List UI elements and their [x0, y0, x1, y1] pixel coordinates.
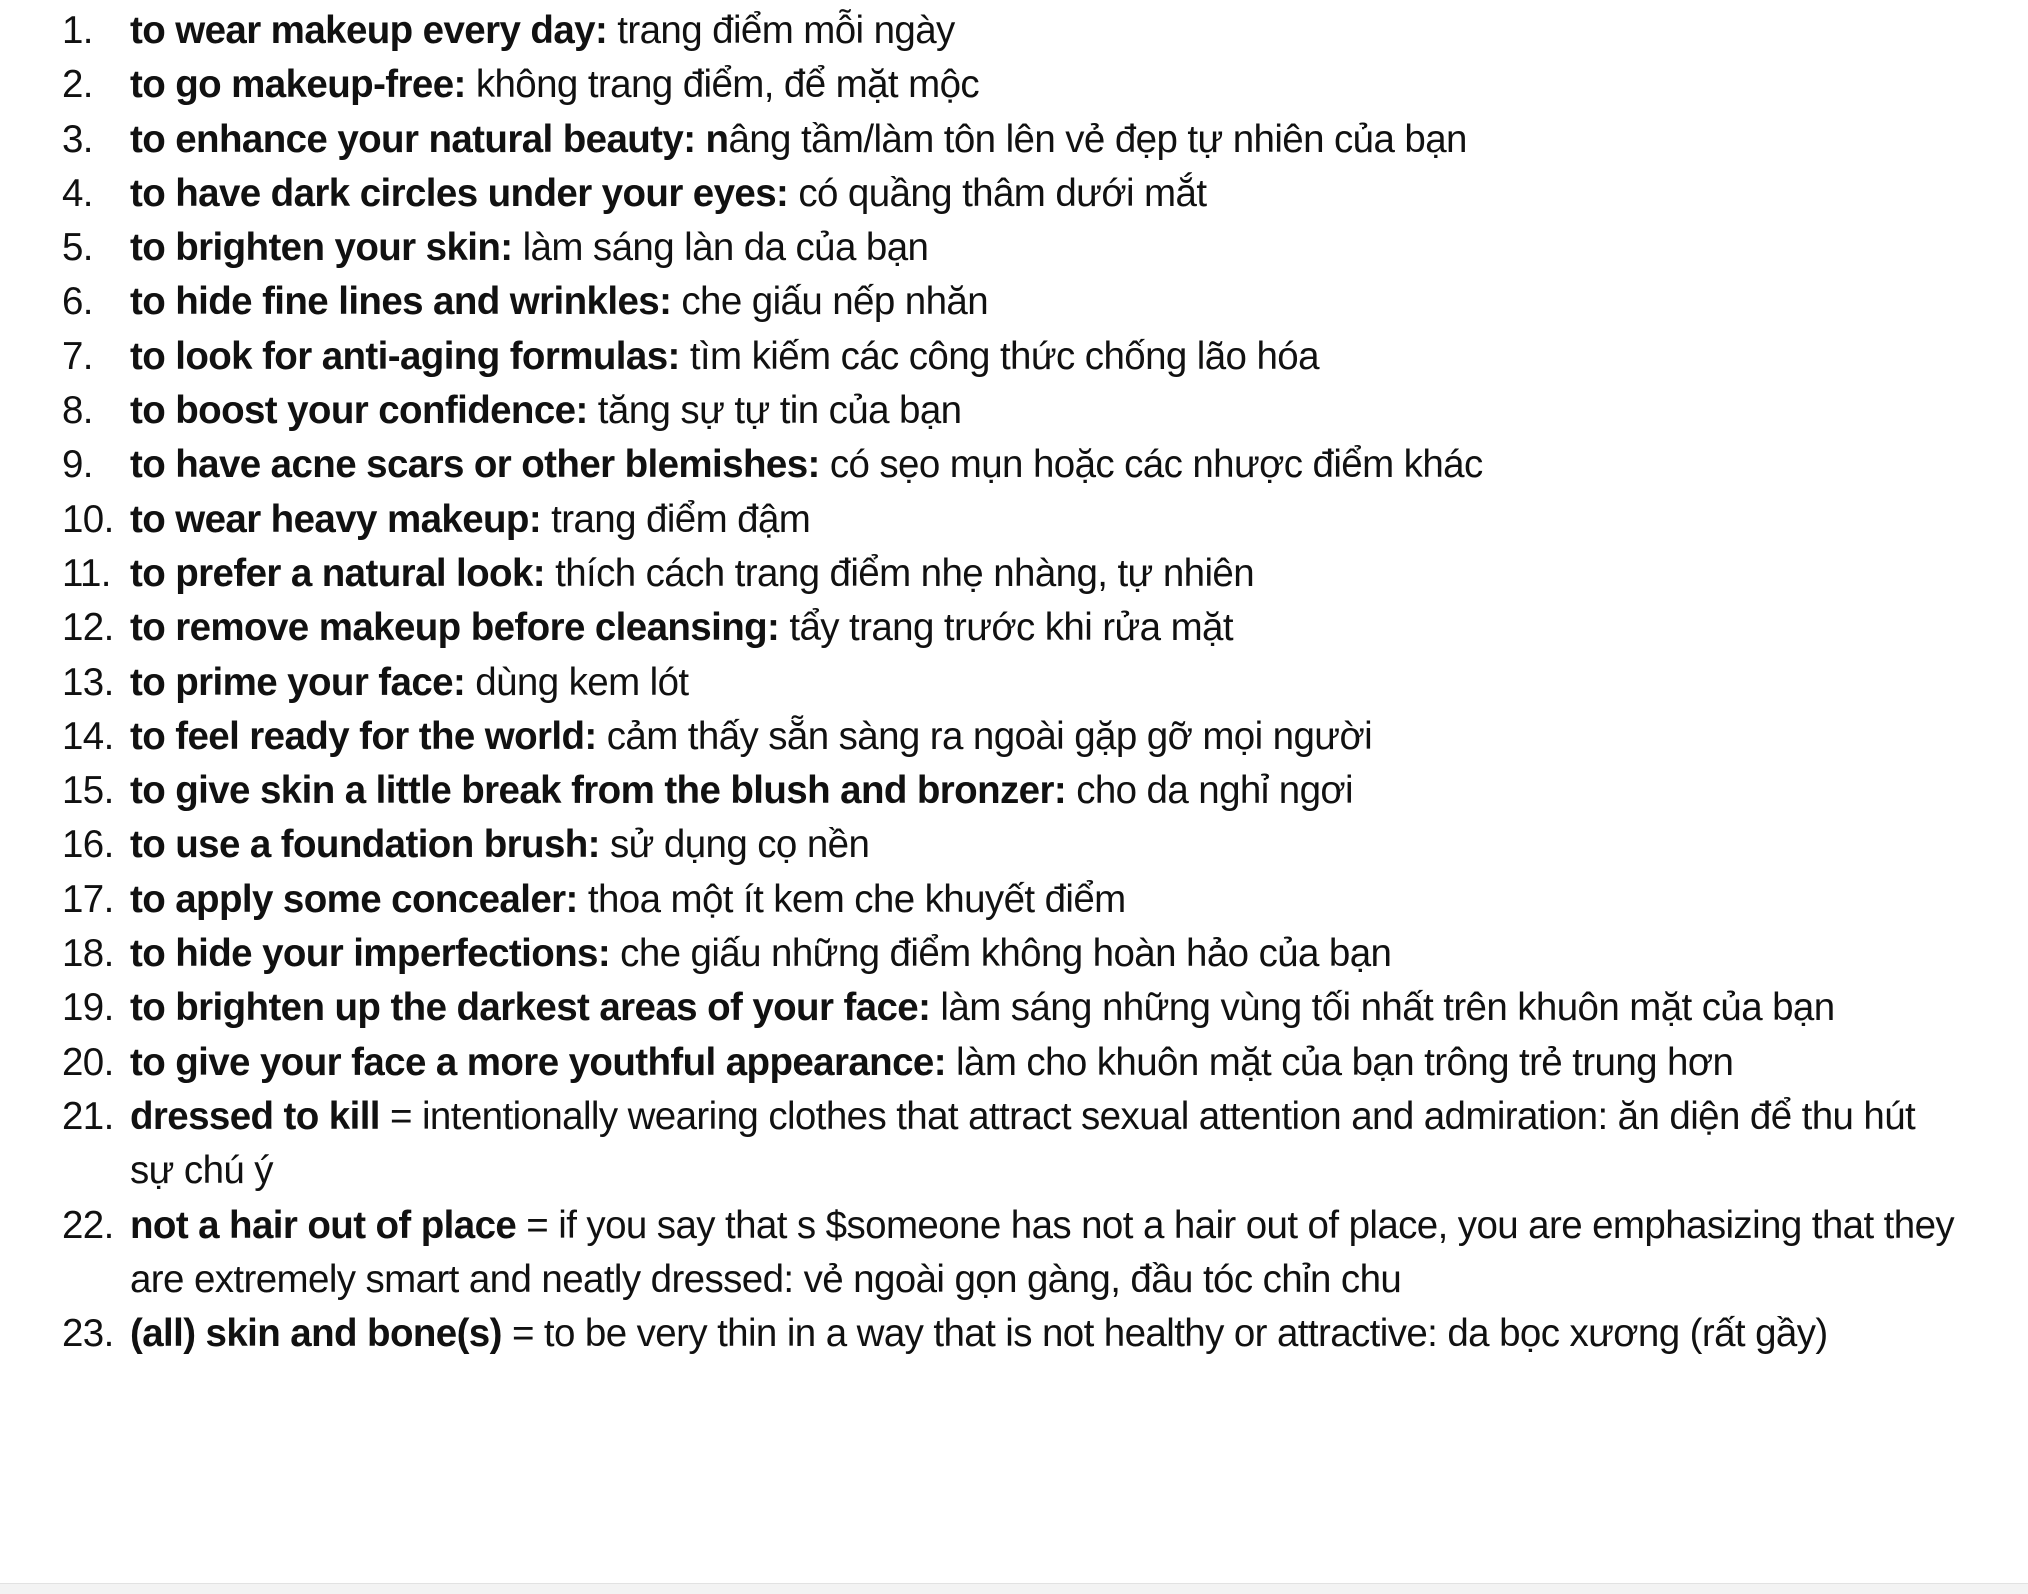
item-definition: dùng kem lót: [465, 660, 689, 704]
item-number: 14.: [62, 714, 114, 758]
item-number: 1.: [62, 9, 93, 52]
list-item: [62, 656, 1962, 710]
list-item: [62, 58, 1962, 112]
item-term: to hide fine lines and wrinkles:: [130, 280, 672, 324]
item-text: [130, 221, 1960, 275]
item-number: 16.: [62, 823, 114, 867]
item-term: to remove makeup before cleansing:: [130, 606, 780, 650]
item-definition: cho da nghỉ ngơi: [1066, 769, 1353, 813]
item-number: 15.: [62, 769, 114, 813]
item-number: 21.: [62, 1094, 114, 1138]
item-number: 19.: [62, 986, 114, 1030]
list-item: [62, 4, 1962, 58]
item-text: [130, 4, 1960, 58]
item-number: 17.: [62, 877, 114, 921]
item-definition: có quầng thâm dưới mắt: [788, 171, 1207, 215]
list-item: [62, 1036, 1962, 1090]
item-definition: tăng sự tự tin của bạn: [587, 389, 962, 433]
item-number: 3.: [62, 117, 93, 161]
item-number: 8.: [62, 389, 93, 433]
item-text: [130, 547, 1960, 601]
item-definition: = to be very thin in a way that is not healthy or attractive: da bọc xương (rất gầy): [501, 1312, 1828, 1356]
item-term: to brighten your skin:: [130, 226, 513, 270]
item-term: to enhance your natural beauty: n: [130, 117, 729, 161]
list-item: [62, 493, 1962, 547]
item-definition: trang điểm mỗi ngày: [607, 9, 955, 52]
item-number: 18.: [62, 932, 114, 976]
item-definition: che giấu nếp nhăn: [671, 280, 989, 324]
item-term: to apply some concealer:: [130, 877, 578, 921]
item-term: to have acne scars or other blemishes:: [130, 443, 820, 487]
list-item: [62, 1307, 1962, 1361]
item-text: [130, 438, 1960, 492]
item-term: to prime your face:: [130, 660, 466, 704]
item-number: 12.: [62, 606, 114, 650]
item-number: 9.: [62, 443, 93, 487]
item-number: 5.: [62, 226, 93, 270]
list-item: [62, 547, 1962, 601]
item-definition: âng tầm/làm tôn lên vẻ đẹp tự nhiên của bạn: [728, 117, 1467, 161]
item-term: (all) skin and bone(s): [130, 1312, 502, 1356]
item-number: 20.: [62, 1040, 114, 1084]
bottom-edge-strip: [0, 1583, 2028, 1594]
item-text: [130, 58, 1960, 112]
item-text: [130, 493, 1960, 547]
item-term: to give your face a more youthful appearance:: [130, 1040, 946, 1084]
list-item: [62, 710, 1962, 764]
item-text: [130, 1036, 1960, 1090]
vocabulary-list: [62, 4, 1962, 1361]
item-text: [130, 330, 1960, 384]
item-text: [130, 601, 1960, 655]
item-text: [130, 1199, 1960, 1308]
item-term: to have dark circles under your eyes:: [130, 171, 789, 215]
item-definition: tìm kiếm các công thức chống lão hóa: [679, 334, 1319, 378]
list-item: [62, 601, 1962, 655]
item-text: [130, 384, 1960, 438]
list-item: [62, 330, 1962, 384]
item-definition: thoa một ít kem che khuyết điểm: [577, 877, 1126, 921]
item-term: dressed to kill: [130, 1094, 380, 1138]
item-text: [130, 1307, 1960, 1361]
item-term: to wear makeup every day:: [130, 9, 608, 52]
item-definition: = intentionally wearing clothes that attract sexual attention and admiration: ăn diện để thu hút sự chú ý: [130, 1094, 1916, 1193]
item-term: to brighten up the darkest areas of your face:: [130, 986, 931, 1030]
list-item: [62, 1199, 1962, 1308]
item-definition: = if you say that s $someone has not a hair out of place, you are emphasizing that they are extremely smart and neatly dressed: vẻ ngoài gọn gàng, đầu tóc chỉn chu: [130, 1203, 1955, 1301]
item-definition: không trang điểm, để mặt mộc: [465, 63, 980, 107]
list-item: [62, 438, 1962, 492]
item-text: [130, 818, 1960, 872]
item-text: [130, 1090, 1960, 1199]
item-text: [130, 710, 1960, 764]
item-number: 2.: [62, 63, 93, 107]
list-item: [62, 113, 1962, 167]
item-term: to hide your imperfections:: [130, 932, 611, 976]
item-text: [130, 981, 1960, 1035]
item-definition: sử dụng cọ nền: [599, 823, 870, 867]
item-term: to boost your confidence:: [130, 389, 588, 433]
list-item: [62, 873, 1962, 927]
item-definition: trang điểm đậm: [541, 497, 811, 541]
item-number: 6.: [62, 280, 93, 324]
item-number: 23.: [62, 1312, 114, 1356]
item-number: 4.: [62, 171, 93, 215]
item-number: 7.: [62, 334, 93, 378]
list-item: [62, 384, 1962, 438]
list-item: [62, 981, 1962, 1035]
item-definition: có sẹo mụn hoặc các nhược điểm khác: [819, 443, 1483, 487]
item-number: 10.: [62, 497, 114, 541]
item-text: [130, 275, 1960, 329]
item-text: [130, 764, 1960, 818]
item-definition: cảm thấy sẵn sàng ra ngoài gặp gỡ mọi người: [596, 714, 1373, 758]
item-text: [130, 113, 1960, 167]
item-term: to feel ready for the world:: [130, 714, 597, 758]
item-term: to look for anti-aging formulas:: [130, 334, 680, 378]
item-text: [130, 873, 1960, 927]
item-term: to go makeup-free:: [130, 63, 466, 107]
item-text: [130, 167, 1960, 221]
item-definition: thích cách trang điểm nhẹ nhàng, tự nhiên: [545, 551, 1255, 595]
item-definition: tẩy trang trước khi rửa mặt: [779, 606, 1233, 650]
list-item: [62, 764, 1962, 818]
list-item: [62, 1090, 1962, 1199]
list-item: [62, 221, 1962, 275]
item-definition: làm sáng những vùng tối nhất trên khuôn mặt của bạn: [930, 986, 1835, 1030]
item-term: to wear heavy makeup:: [130, 497, 542, 541]
list-item: [62, 818, 1962, 872]
list-item: [62, 167, 1962, 221]
item-definition: làm cho khuôn mặt của bạn trông trẻ trung hơn: [945, 1040, 1734, 1084]
item-number: 11.: [62, 551, 111, 595]
item-term: not a hair out of place: [130, 1203, 517, 1247]
item-term: to prefer a natural look:: [130, 551, 545, 595]
item-term: to use a foundation brush:: [130, 823, 600, 867]
item-definition: che giấu những điểm không hoàn hảo của bạn: [610, 932, 1392, 976]
item-text: [130, 656, 1960, 710]
item-term: to give skin a little break from the blush and bronzer:: [130, 769, 1067, 813]
item-definition: làm sáng làn da của bạn: [512, 226, 929, 270]
list-item: [62, 275, 1962, 329]
item-number: 22.: [62, 1203, 114, 1247]
item-text: [130, 927, 1960, 981]
item-number: 13.: [62, 660, 114, 704]
list-item: [62, 927, 1962, 981]
